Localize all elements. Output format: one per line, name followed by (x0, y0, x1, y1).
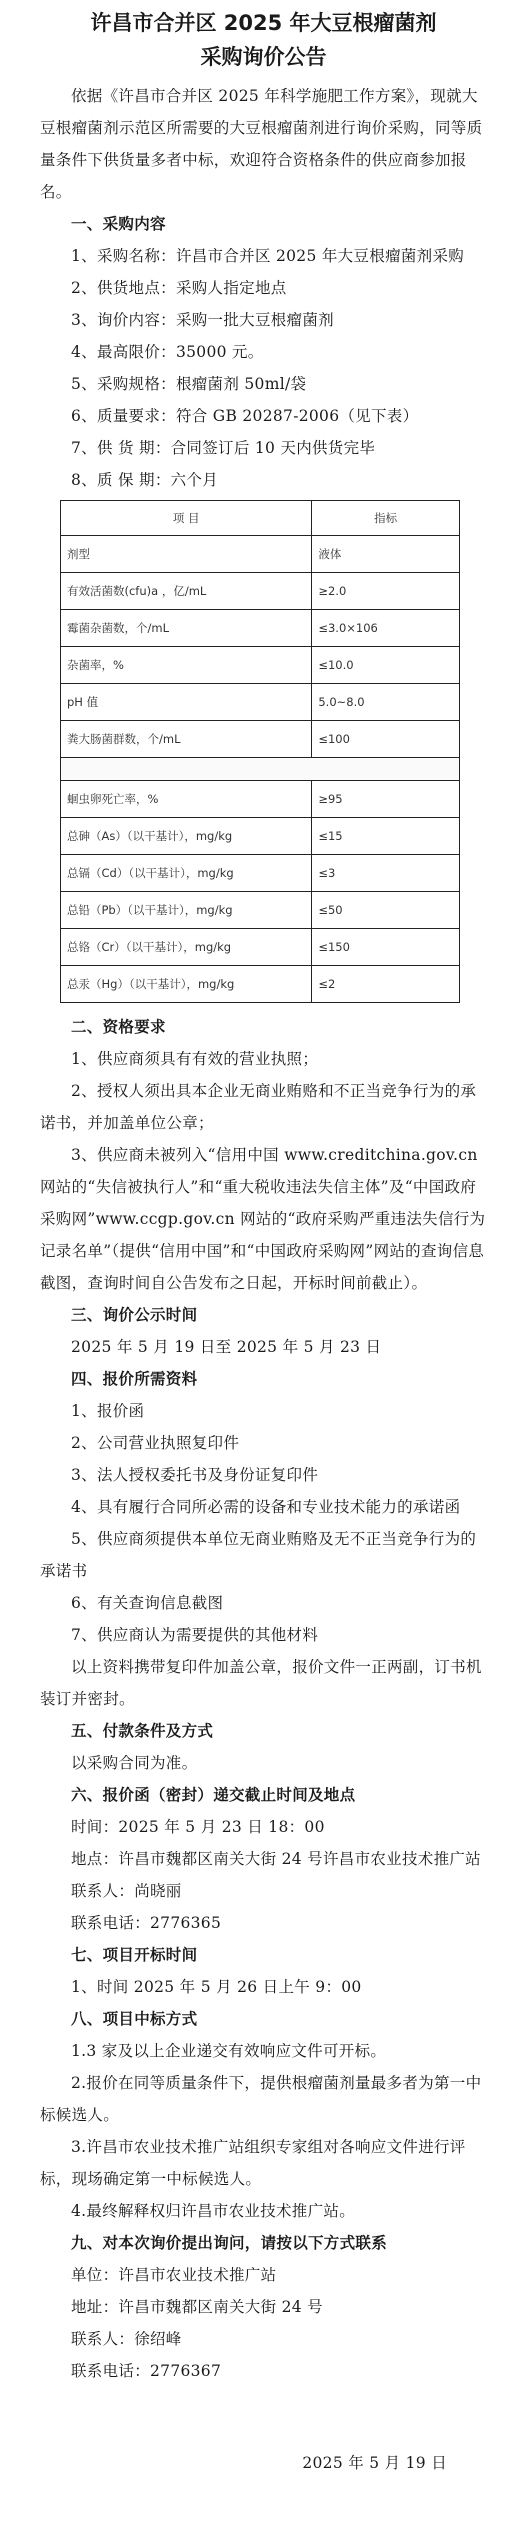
procurement-item: 7、供 货 期：合同签订后 10 天内供货完毕 (71, 439, 376, 457)
procurement-item: 8、质 保 期：六个月 (71, 471, 219, 489)
opening-time: 1、时间 2025 年 5 月 26 日上午 9：00 (71, 1978, 362, 1996)
section-deadline-heading: 六、报价函（密封）递交截止时间及地点 (71, 1786, 356, 1804)
document-item: 7、供应商认为需要提供的其他材料 (71, 1626, 319, 1644)
deadline-contact: 联系人：尚晓丽 (71, 1882, 182, 1900)
page-title (40, 6, 487, 74)
table-cell-value: ≥2.0 (312, 573, 460, 610)
document-item: 3、法人授权委托书及身份证复印件 (71, 1466, 319, 1484)
table-header-indicator: 指标 (312, 501, 460, 536)
table-page-gap (60, 758, 460, 780)
table-row (61, 610, 460, 647)
section-payment-heading: 五、付款条件及方式 (71, 1722, 214, 1740)
table-row (61, 536, 460, 573)
table-cell-item: pH 值 (61, 684, 312, 721)
table-row (61, 892, 460, 929)
table-cell-value: 5.0~8.0 (312, 684, 460, 721)
procurement-item: 4、最高限价：35000 元。 (71, 343, 264, 361)
table-cell-item: 粪大肠菌群数，个/mL (61, 721, 312, 758)
table-cell-value: 液体 (312, 536, 460, 573)
award-item: 4.最终解释权归许昌市农业技术推广站。 (71, 2202, 355, 2220)
procurement-item: 1、采购名称：许昌市合并区 2025 年大豆根瘤菌剂采购 (71, 247, 465, 265)
award-item: 3.许昌市农业技术推广站组织专家组对各响应文件进行评标，现场确定第一中标候选人。 (40, 2138, 466, 2188)
spec-table-bottom (60, 780, 460, 1003)
table-cell-value: ≤150 (312, 929, 460, 966)
deadline-place: 地点：许昌市魏都区南关大街 24 号许昌市农业技术推广站 (71, 1850, 481, 1868)
table-cell-item: 剂型 (61, 536, 312, 573)
payment-text: 以采购合同为准。 (71, 1754, 198, 1772)
table-cell-value: ≥95 (312, 781, 460, 818)
document-item: 4、具有履行合同所必需的设备和专业技术能力的承诺函 (71, 1498, 461, 1516)
table-cell-item: 总铅（Pb）（以干基计），mg/kg (61, 892, 312, 929)
document-item: 5、供应商须提供本单位无商业贿赂及无不正当竞争行为的承诺书 (40, 1530, 477, 1580)
inquiry-unit: 单位：许昌市农业技术推广站 (71, 2266, 277, 2284)
table-cell-item: 杂菌率，% (61, 647, 312, 684)
document-item: 6、有关查询信息截图 (71, 1594, 224, 1612)
documents-note: 以上资料携带复印件加盖公章，报价文件一正两副，订书机装订并密封。 (40, 1658, 482, 1708)
qualification-item: 2、授权人须出具本企业无商业贿赂和不正当竞争行为的承诺书，并加盖单位公章； (40, 1082, 477, 1132)
spec-table-top (60, 500, 460, 758)
section-procurement-heading: 一、采购内容 (71, 215, 166, 233)
table-row (61, 721, 460, 758)
procurement-item: 2、供货地点：采购人指定地点 (71, 279, 287, 297)
intro-paragraph: 依据《许昌市合并区 2025 年科学施肥工作方案》，现就大豆根瘤菌剂示范区所需要的大豆根瘤菌剂进行询价采购，同等质量条件下供货量多者中标，欢迎符合资格条件的供应商参加报名。 (40, 87, 483, 201)
table-cell-item: 有效活菌数(cfu)a ，亿/mL (61, 573, 312, 610)
table-cell-item: 总砷（As）（以干基计），mg/kg (61, 818, 312, 855)
document-item: 2、公司营业执照复印件 (71, 1434, 240, 1452)
table-row (61, 684, 460, 721)
table-cell-value: ≤3.0×106 (312, 610, 460, 647)
deadline-time: 时间：2025 年 5 月 23 日 18：00 (71, 1818, 325, 1836)
table-cell-value: ≤2 (312, 966, 460, 1003)
procurement-list (40, 240, 487, 496)
award-item: 1.3 家及以上企业递交有效响应文件可开标。 (71, 2042, 387, 2060)
section-award-heading: 八、项目中标方式 (71, 2010, 198, 2028)
table-cell-value: ≤100 (312, 721, 460, 758)
award-item: 2.报价在同等质量条件下，提供根瘤菌剂量最多者为第一中标候选人。 (40, 2074, 482, 2124)
table-cell-value: ≤50 (312, 892, 460, 929)
table-row (61, 781, 460, 818)
table-cell-value: ≤10.0 (312, 647, 460, 684)
table-cell-value: ≤15 (312, 818, 460, 855)
inquiry-contact: 联系人：徐绍峰 (71, 2330, 182, 2348)
section-opening-heading: 七、项目开标时间 (71, 1946, 198, 1964)
table-row (61, 929, 460, 966)
procurement-item: 6、质量要求：符合 GB 20287-2006（见下表） (71, 407, 419, 425)
qualification-item: 3、供应商未被列入“信用中国 www.creditchina.gov.cn 网站的“失信被执行人”和“重大税收违法失信主体”及“中国政府采购网”www.ccgp.gov.cn 网站的“政府采购严重违法失信行为记录名单”（提供“信用中国”和“中国政府采购网”网站的查询信息截图，查询时间自公告发布之日起，开标时间前截止）。 (40, 1146, 486, 1292)
table-cell-item: 总汞（Hg）（以干基计），mg/kg (61, 966, 312, 1003)
procurement-item: 5、采购规格：根瘤菌剂 50ml/袋 (71, 375, 307, 393)
section-inquiry-heading: 九、对本次询价提出询问，请按以下方式联系 (71, 2234, 388, 2252)
table-cell-item: 总铬（Cr）（以干基计），mg/kg (61, 929, 312, 966)
quality-spec-table (60, 500, 460, 1003)
inquiry-address: 地址：许昌市魏都区南关大街 24 号 (71, 2298, 323, 2316)
inquiry-phone: 联系电话：2776367 (71, 2362, 222, 2380)
deadline-phone: 联系电话：2776365 (71, 1914, 222, 1932)
document-item: 1、报价函 (71, 1402, 145, 1420)
table-header-item: 项 目 (61, 501, 312, 536)
table-cell-item: 总镉（Cd）（以干基计），mg/kg (61, 855, 312, 892)
table-row (61, 818, 460, 855)
section-publicity-heading: 三、询价公示时间 (71, 1306, 198, 1324)
announcement-date: 2025 年 5 月 19 日 (302, 2454, 447, 2472)
section-documents-heading: 四、报价所需资料 (71, 1370, 198, 1388)
table-cell-item: 蛔虫卵死亡率，% (61, 781, 312, 818)
table-row (61, 573, 460, 610)
table-row (61, 647, 460, 684)
publicity-time: 2025 年 5 月 19 日至 2025 年 5 月 23 日 (71, 1338, 382, 1356)
table-header-row (61, 501, 460, 536)
table-row (61, 966, 460, 1003)
title-line-2: 采购询价公告 (200, 45, 327, 69)
procurement-item: 3、询价内容：采购一批大豆根瘤菌剂 (71, 311, 334, 329)
table-row (61, 855, 460, 892)
title-line-1: 许昌市合并区 2025 年大豆根瘤菌剂 (90, 11, 437, 35)
table-cell-item: 霉菌杂菌数，个/mL (61, 610, 312, 647)
table-cell-value: ≤3 (312, 855, 460, 892)
section-qualification-heading: 二、资格要求 (71, 1018, 166, 1036)
qualification-item: 1、供应商须具有有效的营业执照； (71, 1050, 319, 1068)
